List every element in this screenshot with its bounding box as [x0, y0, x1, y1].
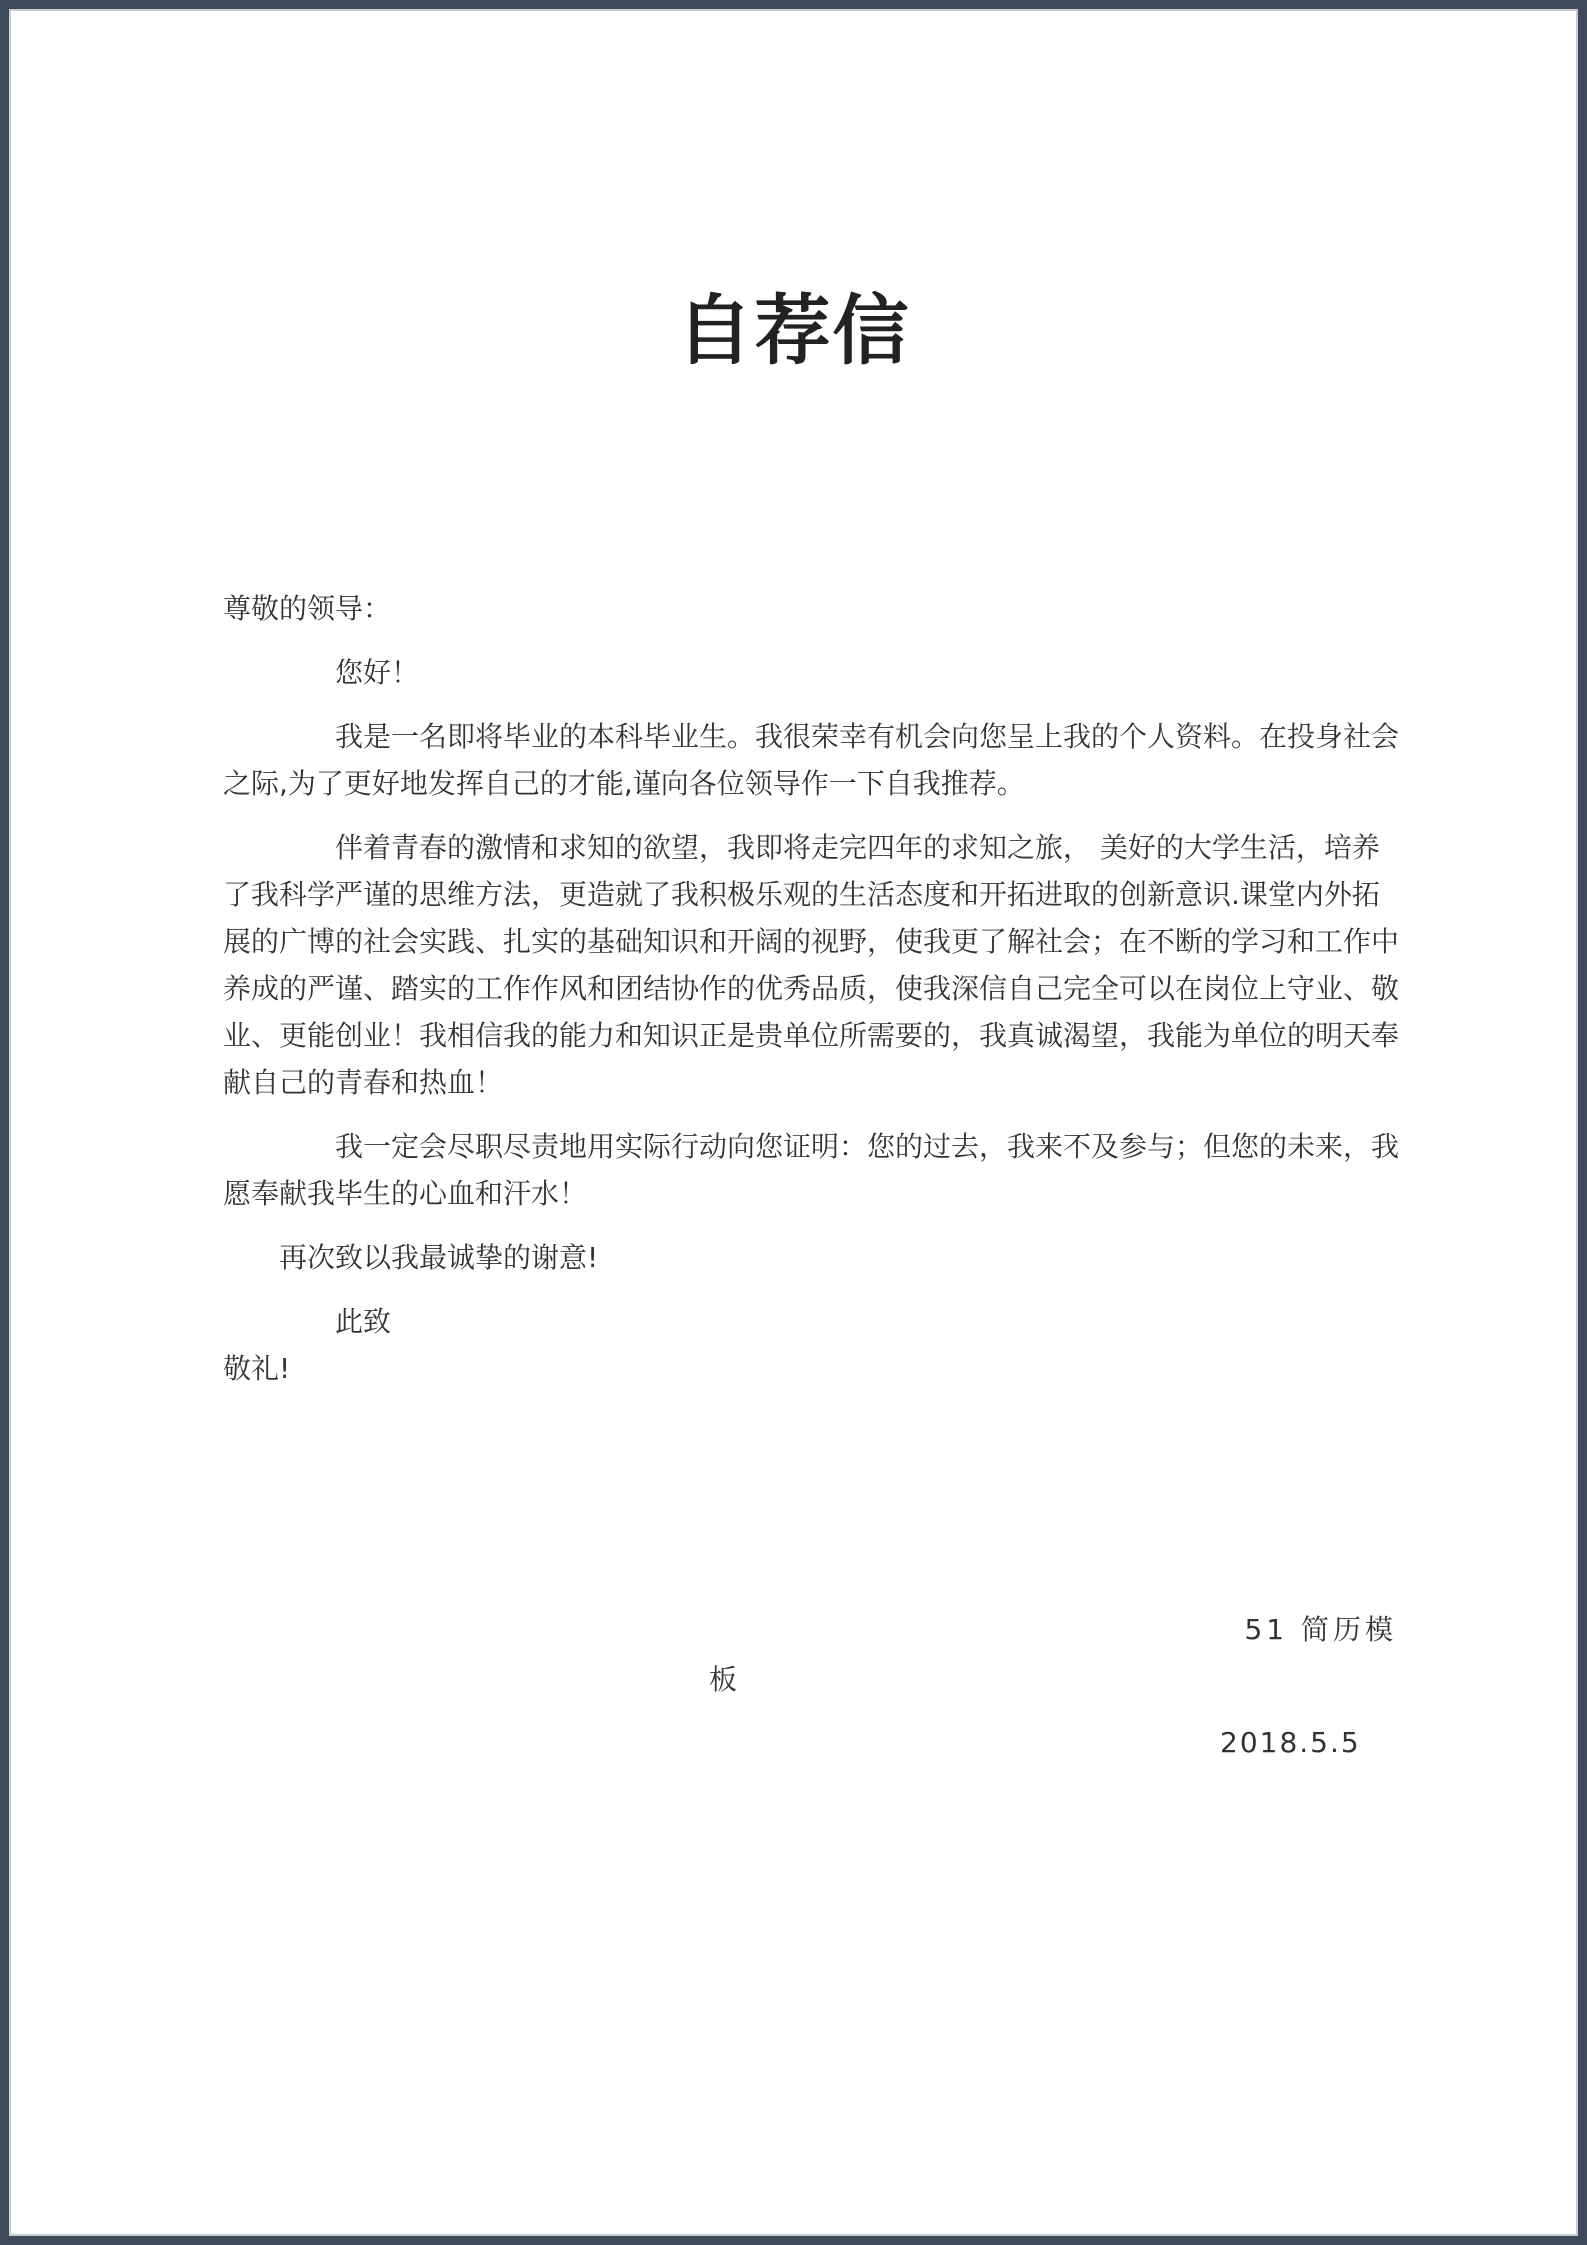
letter-body — [223, 585, 1401, 1392]
paragraph-qualifications: 伴着青春的激情和求知的欲望，我即将走完四年的求知之旅， 美好的大学生活，培养了我科学严谨的思维方法，更造就了我积极乐观的生活态度和开拓进取的创新意识.课堂内外拓展的广博的社会实践、扎实的基础知识和开阔的视野，使我更了解社会；在不断的学习和工作中养成的严谨、踏实的工作作风和团结协作的优秀品质，使我深信自己完全可以在岗位上守业、敬业、更能创业！我相信我的能力和知识正是贵单位所需要的，我真诚渴望，我能为单位的明天奉献自己的青春和热血！ — [223, 831, 1400, 1099]
thanks-line: 再次致以我最诚挚的谢意! — [279, 1241, 599, 1274]
paragraph-intro: 我是一名即将毕业的本科毕业生。我很荣幸有机会向您呈上我的个人资料。在投身社会之际,为了更好地发挥自己的才能,谨向各位领导作一下自我推荐。 — [223, 720, 1400, 800]
salutation: 尊敬的领导： — [223, 592, 392, 625]
signature-date: 2018.5.5 — [1220, 1726, 1361, 1759]
signature-line-2: 板 — [709, 1663, 738, 1696]
signature-line-1: 51 简历模 — [1244, 1613, 1397, 1646]
paragraph-commitment: 我一定会尽职尽责地用实际行动向您证明：您的过去，我来不及参与；但您的未来，我愿奉献我毕生的心血和汗水！ — [223, 1130, 1400, 1210]
document-title: 自荐信 — [676, 286, 911, 375]
closing-jingli: 敬礼! — [223, 1352, 291, 1385]
closing-cizhi: 此致 — [335, 1305, 392, 1338]
greeting: 您好！ — [335, 656, 420, 689]
